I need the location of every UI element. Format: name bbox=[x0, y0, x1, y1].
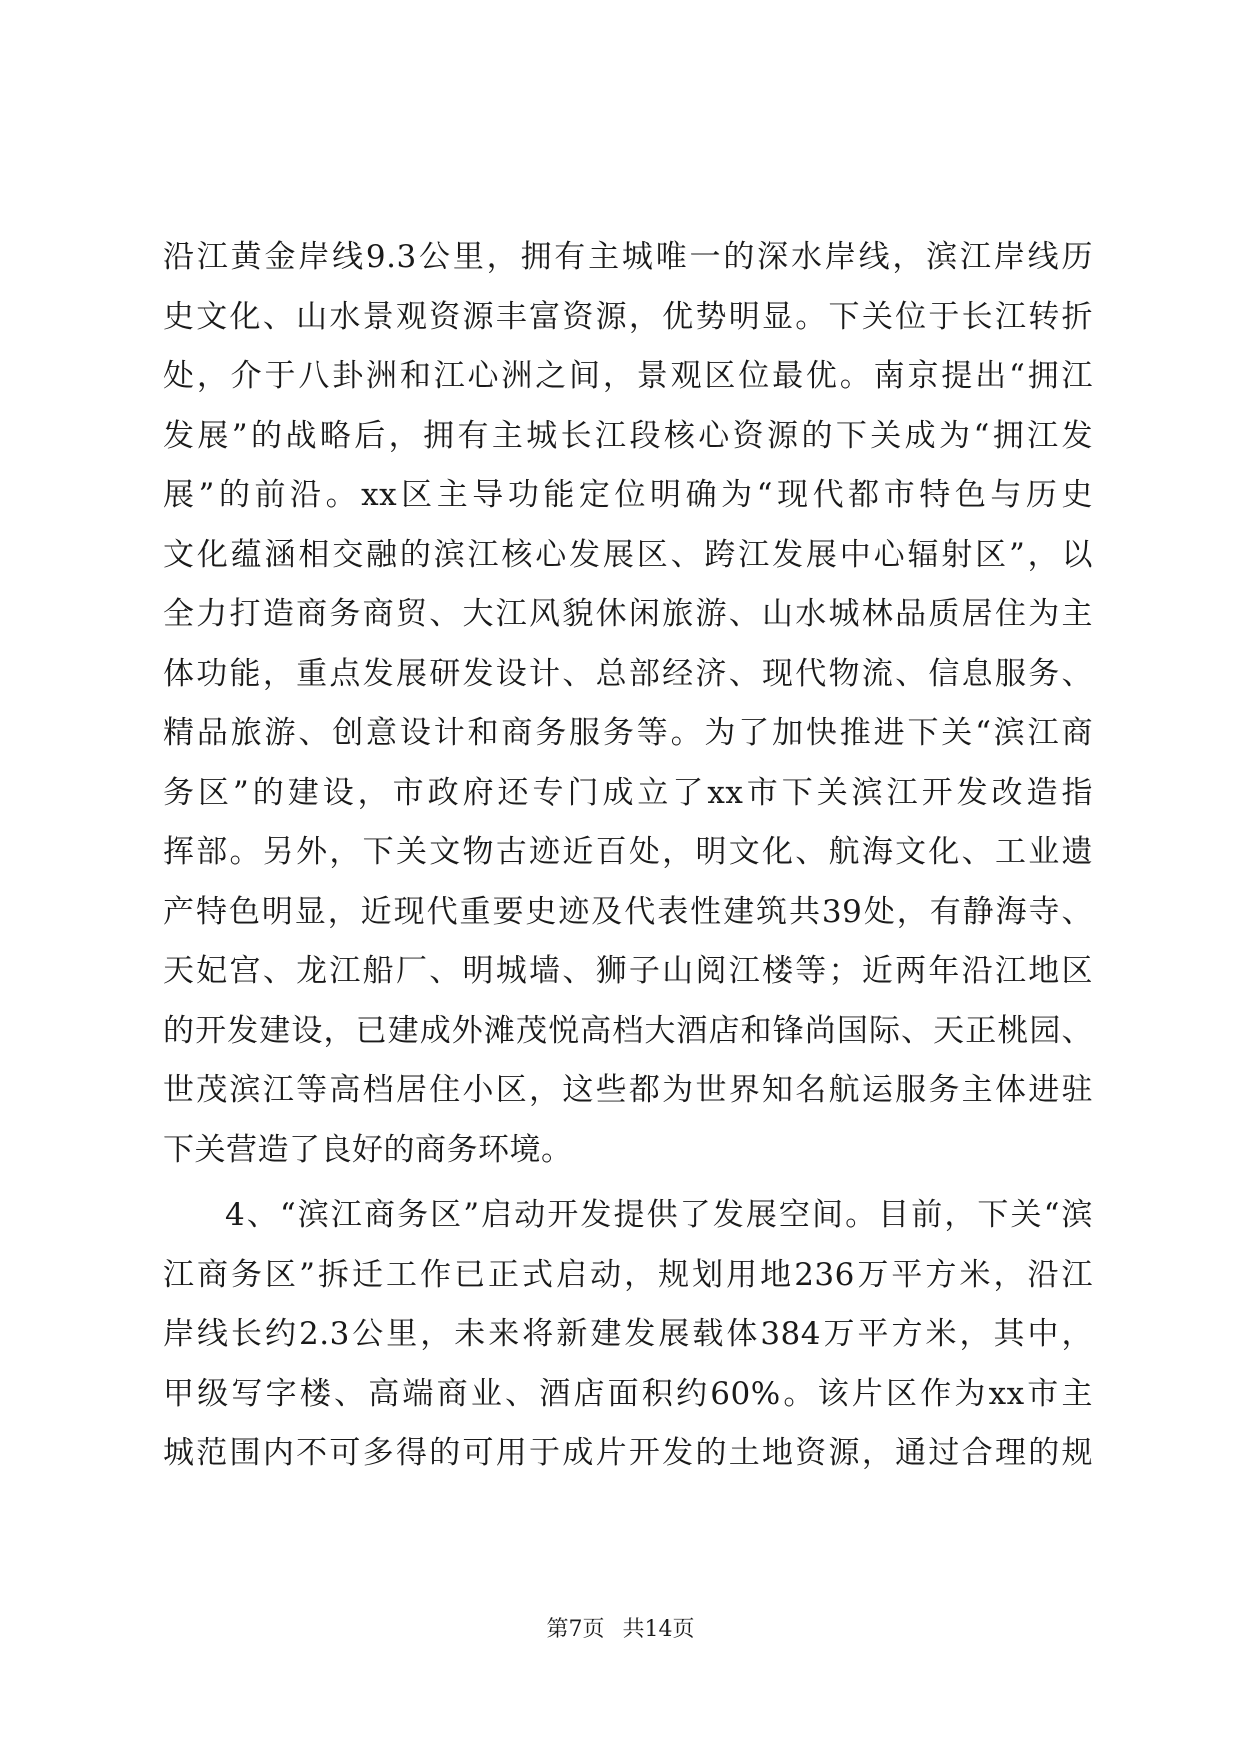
body-text bbox=[163, 228, 1093, 1484]
text-line: 4、“滨江商务区”启动开发提供了发展空间。目前，下关“滨 bbox=[225, 1197, 1093, 1233]
text-line: 精品旅游、创意设计和商务服务等。为了加快推进下关“滨江商 bbox=[163, 715, 1093, 751]
text-line: 世茂滨江等高档居住小区，这些都为世界知名航运服务主体进驻 bbox=[163, 1072, 1093, 1108]
text-line: 的开发建设，已建成外滩茂悦高档大酒店和锋尚国际、天正桃园、 bbox=[163, 1012, 1093, 1049]
page-footer bbox=[0, 1615, 1241, 1645]
text-line: 岸线长约2.3公里，未来将新建发展载体384万平方米，其中， bbox=[163, 1316, 1093, 1352]
text-line: 天妃宫、龙江船厂、明城墙、狮子山阅江楼等；近两年沿江地区 bbox=[163, 953, 1093, 989]
paragraph-2 bbox=[163, 1186, 1093, 1484]
text-line: 发展”的战略后，拥有主城长江段核心资源的下关成为“拥江发 bbox=[163, 417, 1093, 454]
text-line: 城范围内不可多得的可用于成片开发的土地资源，通过合理的规 bbox=[163, 1435, 1093, 1471]
text-line: 展”的前沿。xx区主导功能定位明确为“现代都市特色与历史 bbox=[163, 477, 1093, 513]
page-number: 第7页 bbox=[546, 1617, 605, 1642]
text-line: 务区”的建设，市政府还专门成立了xx市下关滨江开发改造指 bbox=[163, 774, 1093, 811]
text-line: 甲级写字楼、高端商业、酒店面积约60%。该片区作为xx市主 bbox=[163, 1375, 1093, 1412]
text-line: 产特色明显，近现代重要史迹及代表性建筑共39处，有静海寺、 bbox=[163, 893, 1093, 930]
page-total: 共14页 bbox=[622, 1617, 695, 1642]
text-line: 挥部。另外，下关文物古迹近百处，明文化、航海文化、工业遗 bbox=[163, 834, 1093, 870]
text-line: 沿江黄金岸线9.3公里，拥有主城唯一的深水岸线，滨江岸线历 bbox=[163, 239, 1093, 275]
text-line: 史文化、山水景观资源丰富资源，优势明显。下关位于长江转折 bbox=[163, 298, 1093, 335]
text-line: 文化蕴涵相交融的滨江核心发展区、跨江发展中心辐射区”，以 bbox=[163, 536, 1093, 573]
text-line: 全力打造商务商贸、大江风貌休闲旅游、山水城林品质居住为主 bbox=[163, 596, 1093, 632]
paragraph-1 bbox=[163, 228, 1093, 1180]
text-line: 江商务区”拆迁工作已正式启动，规划用地236万平方米，沿江 bbox=[163, 1256, 1093, 1293]
text-line: 体功能，重点发展研发设计、总部经济、现代物流、信息服务、 bbox=[163, 655, 1093, 692]
text-line: 处，介于八卦洲和江心洲之间，景观区位最优。南京提出“拥江 bbox=[163, 358, 1093, 394]
text-line: 下关营造了良好的商务环境。 bbox=[163, 1131, 573, 1168]
